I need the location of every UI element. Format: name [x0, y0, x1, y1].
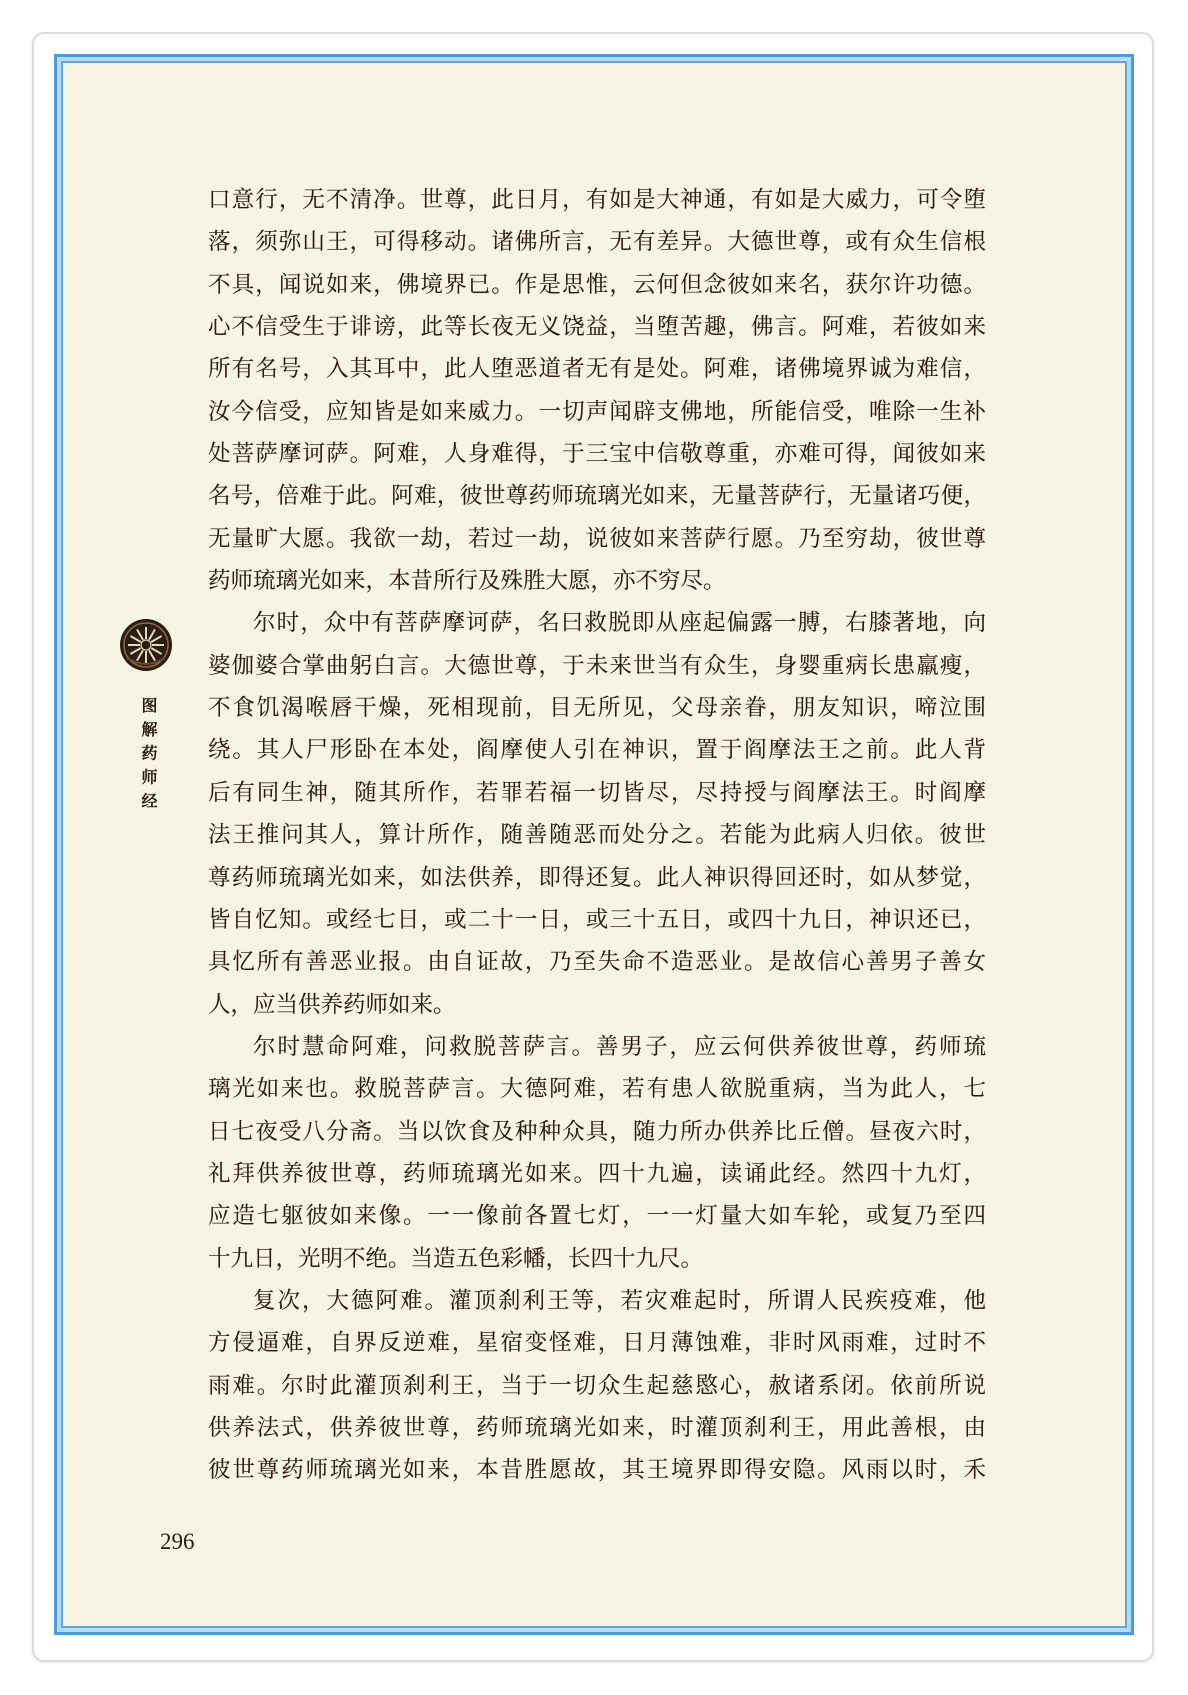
text-line: 雨难。尔时此灌顶刹利王，当于一切众生起慈愍心，赦诸系闭。依前所说: [208, 1372, 986, 1399]
text-line: 应造七躯彼如来像。一一像前各置七灯，一一灯量大如车轮，或复乃至四: [208, 1203, 986, 1230]
text-line: 绕。其人尸形卧在本处，阎摩使人引在神识，置于阎摩法王之前。此人背: [208, 737, 986, 764]
text-line: 后有同生神，随其所作，若罪若福一切皆尽，尽持授与阎摩法王。时阎摩: [208, 779, 986, 806]
text-line: 婆伽婆合掌曲躬白言。大德世尊，于未来世当有众生，身婴重病长患羸瘦，: [208, 652, 986, 679]
text-line: 名号，倍难于此。阿难，彼世尊药师琉璃光如来，无量菩萨行，无量诸巧便，: [208, 483, 986, 510]
paragraph: [208, 1280, 986, 1492]
text-line: 不食饥渴喉唇干燥，死相现前，目无所见，父母亲眷，朋友知识，啼泣围: [208, 695, 986, 722]
text-line: 璃光如来也。救脱菩萨言。大德阿难，若有患人欲脱重病，当为此人，七: [208, 1076, 986, 1103]
body-text: [208, 179, 986, 1492]
text-line: 无量旷大愿。我欲一劫，若过一劫，说彼如来菩萨行愿。乃至穷劫，彼世尊: [208, 525, 986, 552]
text-line: 复次，大德阿难。灌顶刹利王等，若灾难起时，所谓人民疾疫难，他: [253, 1287, 986, 1314]
text-line: 日七夜受八分斋。当以饮食及种种众具，随力所办供养比丘僧。昼夜六时，: [208, 1118, 986, 1145]
text-line: 不具，闻说如来，佛境界已。作是思惟，云何但念彼如来名，获尔许功德。: [208, 271, 986, 298]
text-line: 所有名号，入其耳中，此人堕恶道者无有是处。阿难，诸佛境界诚为难信，: [208, 356, 986, 383]
text-line: 方侵逼难，自界反逆难，星宿变怪难，日月薄蚀难，非时风雨难，过时不: [208, 1330, 986, 1357]
paragraph: [208, 602, 986, 1025]
medallion-emblem-icon: [119, 618, 173, 672]
text-line: 礼拜供养彼世尊，药师琉璃光如来。四十九遍，读诵此经。然四十九灯，: [208, 1160, 986, 1187]
text-line: 法王推问其人，算计所作，随善随恶而处分之。若能为此病人归依。彼世: [208, 822, 986, 849]
text-line: 尔时慧命阿难，问救脱菩萨言。善男子，应云何供养彼世尊，药师琉: [253, 1033, 986, 1060]
text-line: 具忆所有善恶业报。由自证故，乃至失命不造恶业。是故信心善男子善女: [208, 949, 986, 976]
text-line: 药师琉璃光如来，本昔所行及殊胜大愿，亦不穷尽。: [208, 568, 726, 595]
text-line: 尊药师琉璃光如来，如法供养，即得还复。此人神识得回还时，如从梦觉，: [208, 864, 986, 891]
text-line: 供养法式，供养彼世尊，药师琉璃光如来，时灌顶刹利王，用此善根，由: [208, 1414, 986, 1441]
paragraph: [208, 1026, 986, 1280]
paragraph: [208, 179, 986, 602]
text-line: 尔时，众中有菩萨摩诃萨，名曰救脱即从座起偏露一膊，右膝著地，向: [253, 610, 986, 637]
text-line: 口意行，无不清净。世尊，此日月，有如是大神通，有如是大威力，可令堕: [208, 187, 986, 213]
text-line: 彼世尊药师琉璃光如来，本昔胜愿故，其王境界即得安隐。风雨以时，禾: [208, 1457, 986, 1484]
text-line: 皆自忆知。或经七日，或二十一日，或三十五日，或四十九日，神识还已，: [208, 906, 986, 933]
book-side-title: 图解药师经: [139, 697, 158, 816]
text-line: 处菩萨摩诃萨。阿难，人身难得，于三宝中信敬尊重，亦难可得，闻彼如来: [208, 441, 986, 468]
text-line: 心不信受生于诽谤，此等长夜无义饶益，当堕苦趣，佛言。阿难，若彼如来: [208, 314, 986, 341]
text-line: 人，应当供养药师如来。: [208, 991, 456, 1018]
page-number: 296: [160, 1529, 195, 1554]
text-line: 落，须弥山王，可得移动。诸佛所言，无有差异。大德世尊，或有众生信根: [208, 229, 986, 256]
text-line: 十九日，光明不绝。当造五色彩幡，长四十九尺。: [208, 1245, 704, 1272]
text-line: 汝今信受，应知皆是如来威力。一切声闻辟支佛地，所能信受，唯除一生补: [208, 398, 986, 425]
